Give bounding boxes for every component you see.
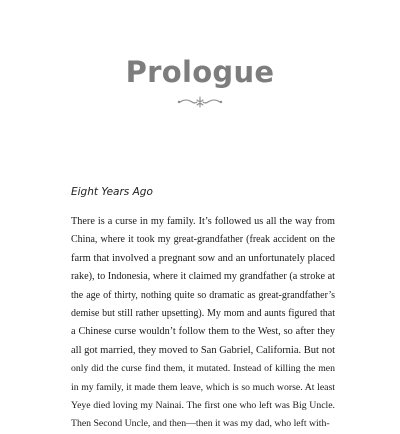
text-line: a Chinese curse wouldn’t follow them to the West, so after they <box>71 326 335 338</box>
flourish-ornament-icon <box>176 95 224 109</box>
text-line: only did the curse find them, it mutated. Instead of killing the men <box>71 363 335 375</box>
text-line: There is a curse in my family. It’s followed us all the way from <box>71 216 335 227</box>
text-line: Then Second Uncle, and then—then it was my dad, who left with- <box>71 418 330 430</box>
chapter-title: Prologue <box>125 55 275 89</box>
text-line: the age of thirty, nothing quite so dramatic as great-grandfather’s <box>71 289 335 301</box>
text-line: all got married, they moved to San Gabriel, California. But not <box>71 344 335 356</box>
text-line: China, where it took my great-grandfather (freak accident on the <box>71 234 335 246</box>
text-line: in my family, it made them leave, which is so much worse. At least <box>71 381 335 393</box>
text-line: demise but still rather upsetting). My mom and aunts figured that <box>71 308 335 320</box>
text-line: Yeye died loving my Nainai. The first one who left was Big Uncle. <box>71 400 335 412</box>
text-line: rake), to Indonesia, where it claimed my grandfather (a stroke at <box>71 271 335 283</box>
text-line: farm that involved a pregnant sow and an unfortunately placed <box>71 252 335 264</box>
section-subtitle: Eight Years Ago <box>71 186 153 198</box>
body-paragraph <box>71 213 335 434</box>
